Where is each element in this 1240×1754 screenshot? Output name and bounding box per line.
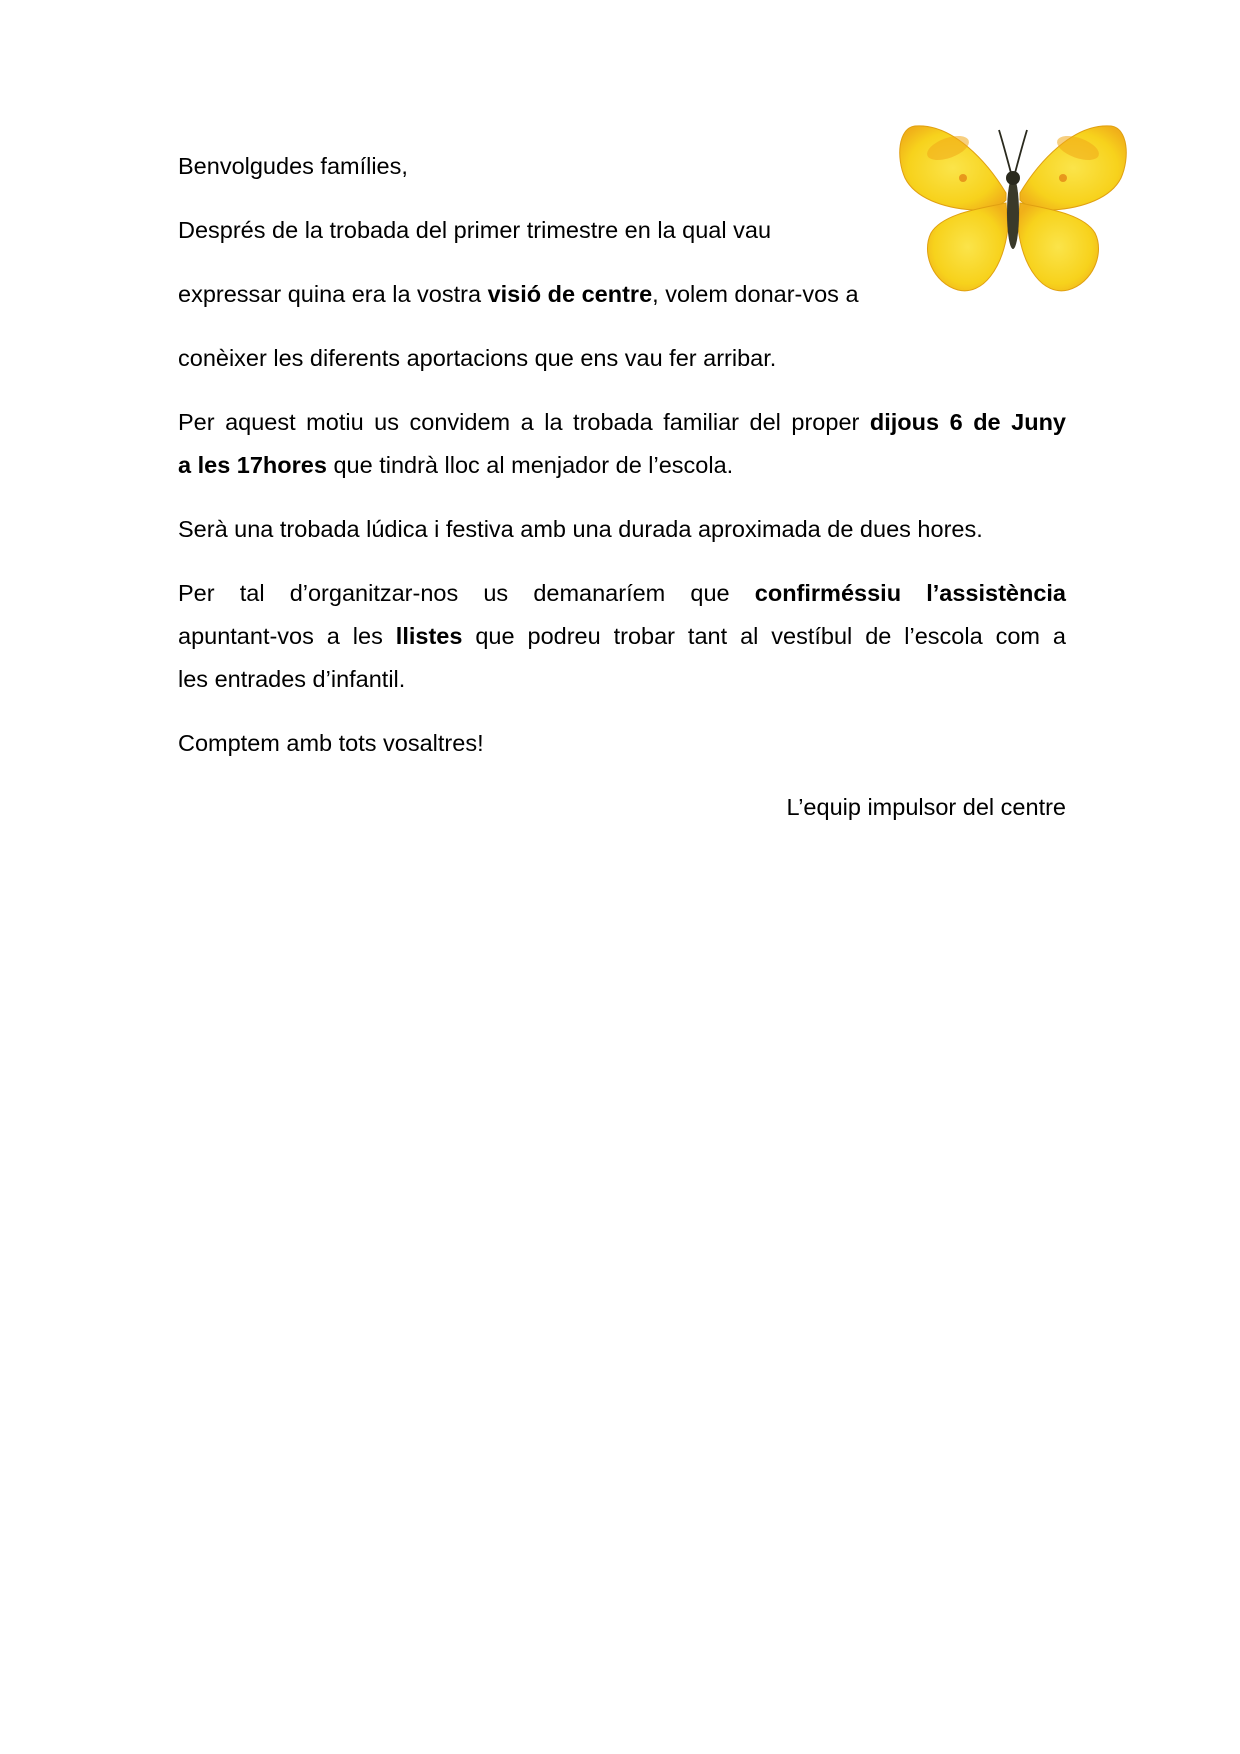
signature — [786, 792, 1066, 822]
paragraph-2-line-1-text-a: Per aquest motiu us convidem a la trobada familiar del proper — [178, 409, 870, 435]
paragraph-4-line-1 — [178, 578, 1066, 608]
paragraph-1-line-2-bold: visió de centre — [487, 281, 653, 307]
paragraph-3-text: Serà una trobada lúdica i festiva amb una durada aproximada de dues hores. — [178, 516, 983, 542]
paragraph-4-line-3 — [178, 664, 405, 694]
paragraph-1-line-3 — [178, 343, 776, 373]
paragraph-1-line-2-text-c: , volem donar-vos a — [652, 281, 859, 307]
paragraph-4-line-3-text: les entrades d’infantil. — [178, 666, 406, 692]
paragraph-2-line-2 — [178, 450, 733, 480]
paragraph-4-line-2-text-c: que podreu trobar tant al vestíbul de l’escola com a — [462, 623, 1066, 649]
paragraph-1-line-2 — [178, 279, 859, 309]
paragraph-1-line-1 — [178, 215, 771, 245]
paragraph-2-line-2-bold: a les 17hores — [178, 452, 327, 478]
closing-text: Comptem amb tots vosaltres! — [178, 730, 484, 756]
paragraph-2-line-1-bold: dijous 6 de Juny — [869, 409, 1066, 435]
butterfly-icon — [893, 118, 1133, 308]
closing — [178, 728, 484, 758]
paragraph-1-line-3-text: conèixer les diferents aportacions que ens vau fer arribar. — [178, 345, 777, 371]
greeting-text: Benvolgudes famílies, — [178, 153, 408, 179]
paragraph-2-line-1 — [178, 407, 1066, 437]
paragraph-2-line-2-text-b: que tindrà lloc al menjador de l’escola. — [326, 452, 734, 478]
paragraph-4-line-2 — [178, 621, 1066, 651]
paragraph-4-line-2-text-a: apuntant-vos a les — [178, 623, 396, 649]
paragraph-1-line-2-text-a: expressar quina era la vostra — [178, 281, 488, 307]
greeting — [178, 151, 408, 181]
paragraph-3 — [178, 514, 983, 544]
signature-text: L’equip impulsor del centre — [786, 794, 1066, 820]
paragraph-1-line-1-text: Després de la trobada del primer trimestre en la qual vau — [178, 217, 772, 243]
paragraph-4-line-1-text-a: Per tal d’organitzar-nos us demanaríem que — [178, 580, 755, 606]
paragraph-4-line-1-bold: confirméssiu l’assistència — [754, 580, 1066, 606]
paragraph-4-line-2-bold: llistes — [395, 623, 463, 649]
